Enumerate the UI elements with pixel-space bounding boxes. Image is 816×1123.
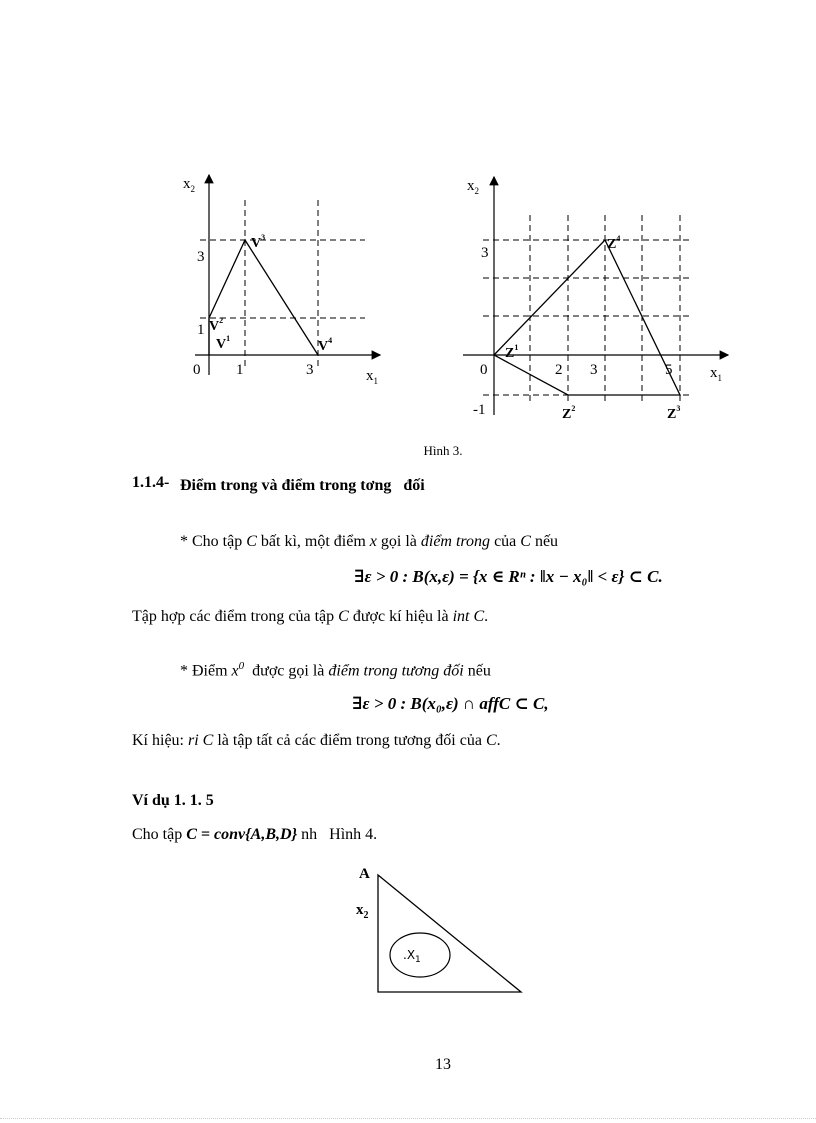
figure4-label-x2: $x_2$ (356, 902, 369, 921)
bottom-rule (0, 1118, 816, 1119)
left-ytick-3: 3 (197, 249, 205, 265)
figure4-label-a: A (359, 866, 370, 882)
def2-line: * Điểm $x^0$ được gọi là điểm trong tương đối nếu (180, 660, 491, 680)
left-origin: 0 (193, 362, 201, 378)
example-line: Cho tập C = conv{A,B,D} nh Hình 4. (132, 826, 378, 843)
figure4-label-x1: $.X_1$ (403, 948, 421, 965)
def2-formula: ∃ε > 0 : B(x₀,ε) ∩ affC ⊂ C, (352, 694, 549, 713)
right-ytick-3: 3 (481, 245, 489, 261)
def1-formula: ∃ε > 0 : B(x,ε) = {x ∈ Rⁿ : ‖x − x₀‖ < ε} ⊂ C. (354, 567, 663, 586)
right-point-z3: $Z^3$ (667, 404, 681, 422)
right-x-label: $x_1$ (710, 365, 722, 383)
left-point-v1: $V^1$ (216, 334, 231, 352)
figure4-triangle-shape (378, 875, 521, 992)
right-point-z1: $Z^1$ (505, 343, 519, 361)
right-point-z2: $Z^2$ (562, 404, 576, 422)
page-number: 13 (435, 1056, 451, 1073)
left-xtick-3: 3 (306, 362, 314, 378)
right-origin: 0 (480, 362, 488, 378)
right-xtick-5: 5 (665, 362, 673, 378)
left-point-v3: $V^3$ (251, 233, 266, 251)
example-title: Ví dụ 1. 1. 5 (132, 792, 214, 809)
right-xtick-2: 2 (555, 362, 563, 378)
figure3-caption: Hình 3. (423, 443, 463, 458)
section-number: 1.1.4- (132, 474, 170, 491)
def1-line: * Cho tập C bất kì, một điểm x gọi là điểm trong của C nếu (180, 533, 559, 550)
right-ytick-m1: -1 (473, 402, 486, 418)
right-point-z4: $Z^4$ (607, 234, 621, 252)
left-y-label: $x_2$ (183, 176, 195, 194)
right-y-label: $x_2$ (467, 178, 479, 196)
right-xtick-3: 3 (590, 362, 598, 378)
left-point-v4: $V^4$ (318, 336, 333, 354)
left-ytick-1: 1 (197, 322, 205, 338)
left-xtick-1: 1 (236, 362, 244, 378)
left-point-v2: $V^2$ (209, 316, 224, 334)
section-title: Điểm trong và điểm trong tơng đối (180, 477, 425, 494)
left-x-label: $x_1$ (366, 368, 378, 386)
def2-after: Kí hiệu: ri C là tập tất cả các điểm trong tương đối của C. (132, 732, 501, 749)
def1-after: Tập hợp các điểm trong của tập C được kí hiệu là int C. (132, 608, 489, 625)
